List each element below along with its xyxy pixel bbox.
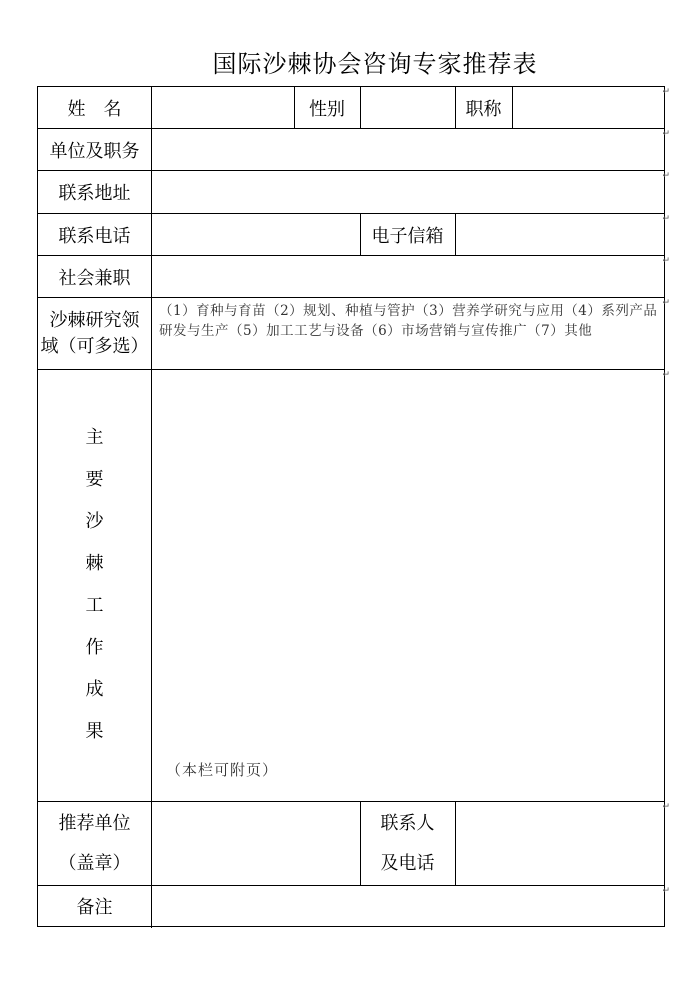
achievements-label	[38, 369, 151, 801]
title-field[interactable]	[513, 87, 665, 128]
contact-label	[360, 802, 455, 885]
paragraph-mark-icon: ↵	[662, 129, 670, 139]
research-field-label-line2: 域（可多选）	[40, 335, 149, 357]
paragraph-mark-icon: ↵	[662, 298, 670, 308]
email-label: 电子信箱	[371, 225, 444, 247]
recommender-label-line1: 推荐单位	[58, 812, 131, 834]
achievements-field[interactable]	[152, 370, 665, 750]
achievements-char: 成	[85, 679, 104, 700]
form-title: 国际沙棘协会咨询专家推荐表	[212, 50, 538, 78]
recommender-field[interactable]	[152, 802, 360, 885]
research-field-label-line1: 沙棘研究领	[49, 309, 140, 331]
unit-position-label: 单位及职务	[49, 140, 140, 162]
gender-label: 性别	[309, 98, 345, 120]
name-field[interactable]	[152, 87, 294, 128]
paragraph-mark-icon: ↵	[662, 171, 670, 181]
remarks-label: 备注	[76, 897, 113, 918]
research-options-text[interactable]: （1）育种与育苗（2）规划、种植与管护（3）营养学研究与应用（4）系列产品研发与生产（5）加工工艺与设备（6）市场营销与宣传推广（7）其他	[159, 303, 658, 339]
gender-field[interactable]	[361, 87, 455, 128]
recommender-label-line2: （盖章）	[58, 852, 131, 874]
contact-label-line1: 联系人	[380, 812, 435, 834]
recommender-label	[38, 802, 151, 885]
achievements-char: 作	[85, 637, 104, 658]
recommendation-form	[37, 86, 670, 927]
achievements-char: 棘	[85, 553, 104, 574]
achievements-char: 工	[85, 595, 104, 616]
remarks-field[interactable]	[152, 886, 665, 926]
title-label: 职称	[465, 98, 502, 120]
research-field-label	[38, 298, 151, 369]
address-field[interactable]	[152, 171, 665, 213]
social-posts-label: 社会兼职	[58, 267, 131, 289]
contact-field[interactable]	[456, 802, 665, 885]
paragraph-mark-icon: ↵	[662, 370, 670, 380]
paragraph-mark-icon: ↵	[662, 87, 670, 97]
achievements-char: 主	[85, 427, 104, 448]
paragraph-mark-icon: ↵	[662, 214, 670, 224]
contact-label-line2: 及电话	[380, 852, 435, 874]
achievements-char: 果	[85, 721, 104, 742]
achievements-char: 沙	[85, 511, 104, 532]
achievements-char: 要	[85, 469, 104, 490]
unit-position-field[interactable]	[152, 129, 665, 170]
paragraph-mark-icon: ↵	[662, 802, 670, 812]
phone-field[interactable]	[152, 214, 360, 255]
name-label: 姓 名	[67, 98, 122, 120]
attach-note: （本栏可附页）	[166, 761, 279, 779]
social-posts-field[interactable]	[152, 256, 665, 297]
email-field[interactable]	[456, 214, 665, 255]
paragraph-mark-icon: ↵	[662, 886, 670, 896]
paragraph-mark-icon: ↵	[662, 256, 670, 266]
address-label: 联系地址	[58, 183, 131, 204]
phone-label: 联系电话	[58, 225, 131, 247]
